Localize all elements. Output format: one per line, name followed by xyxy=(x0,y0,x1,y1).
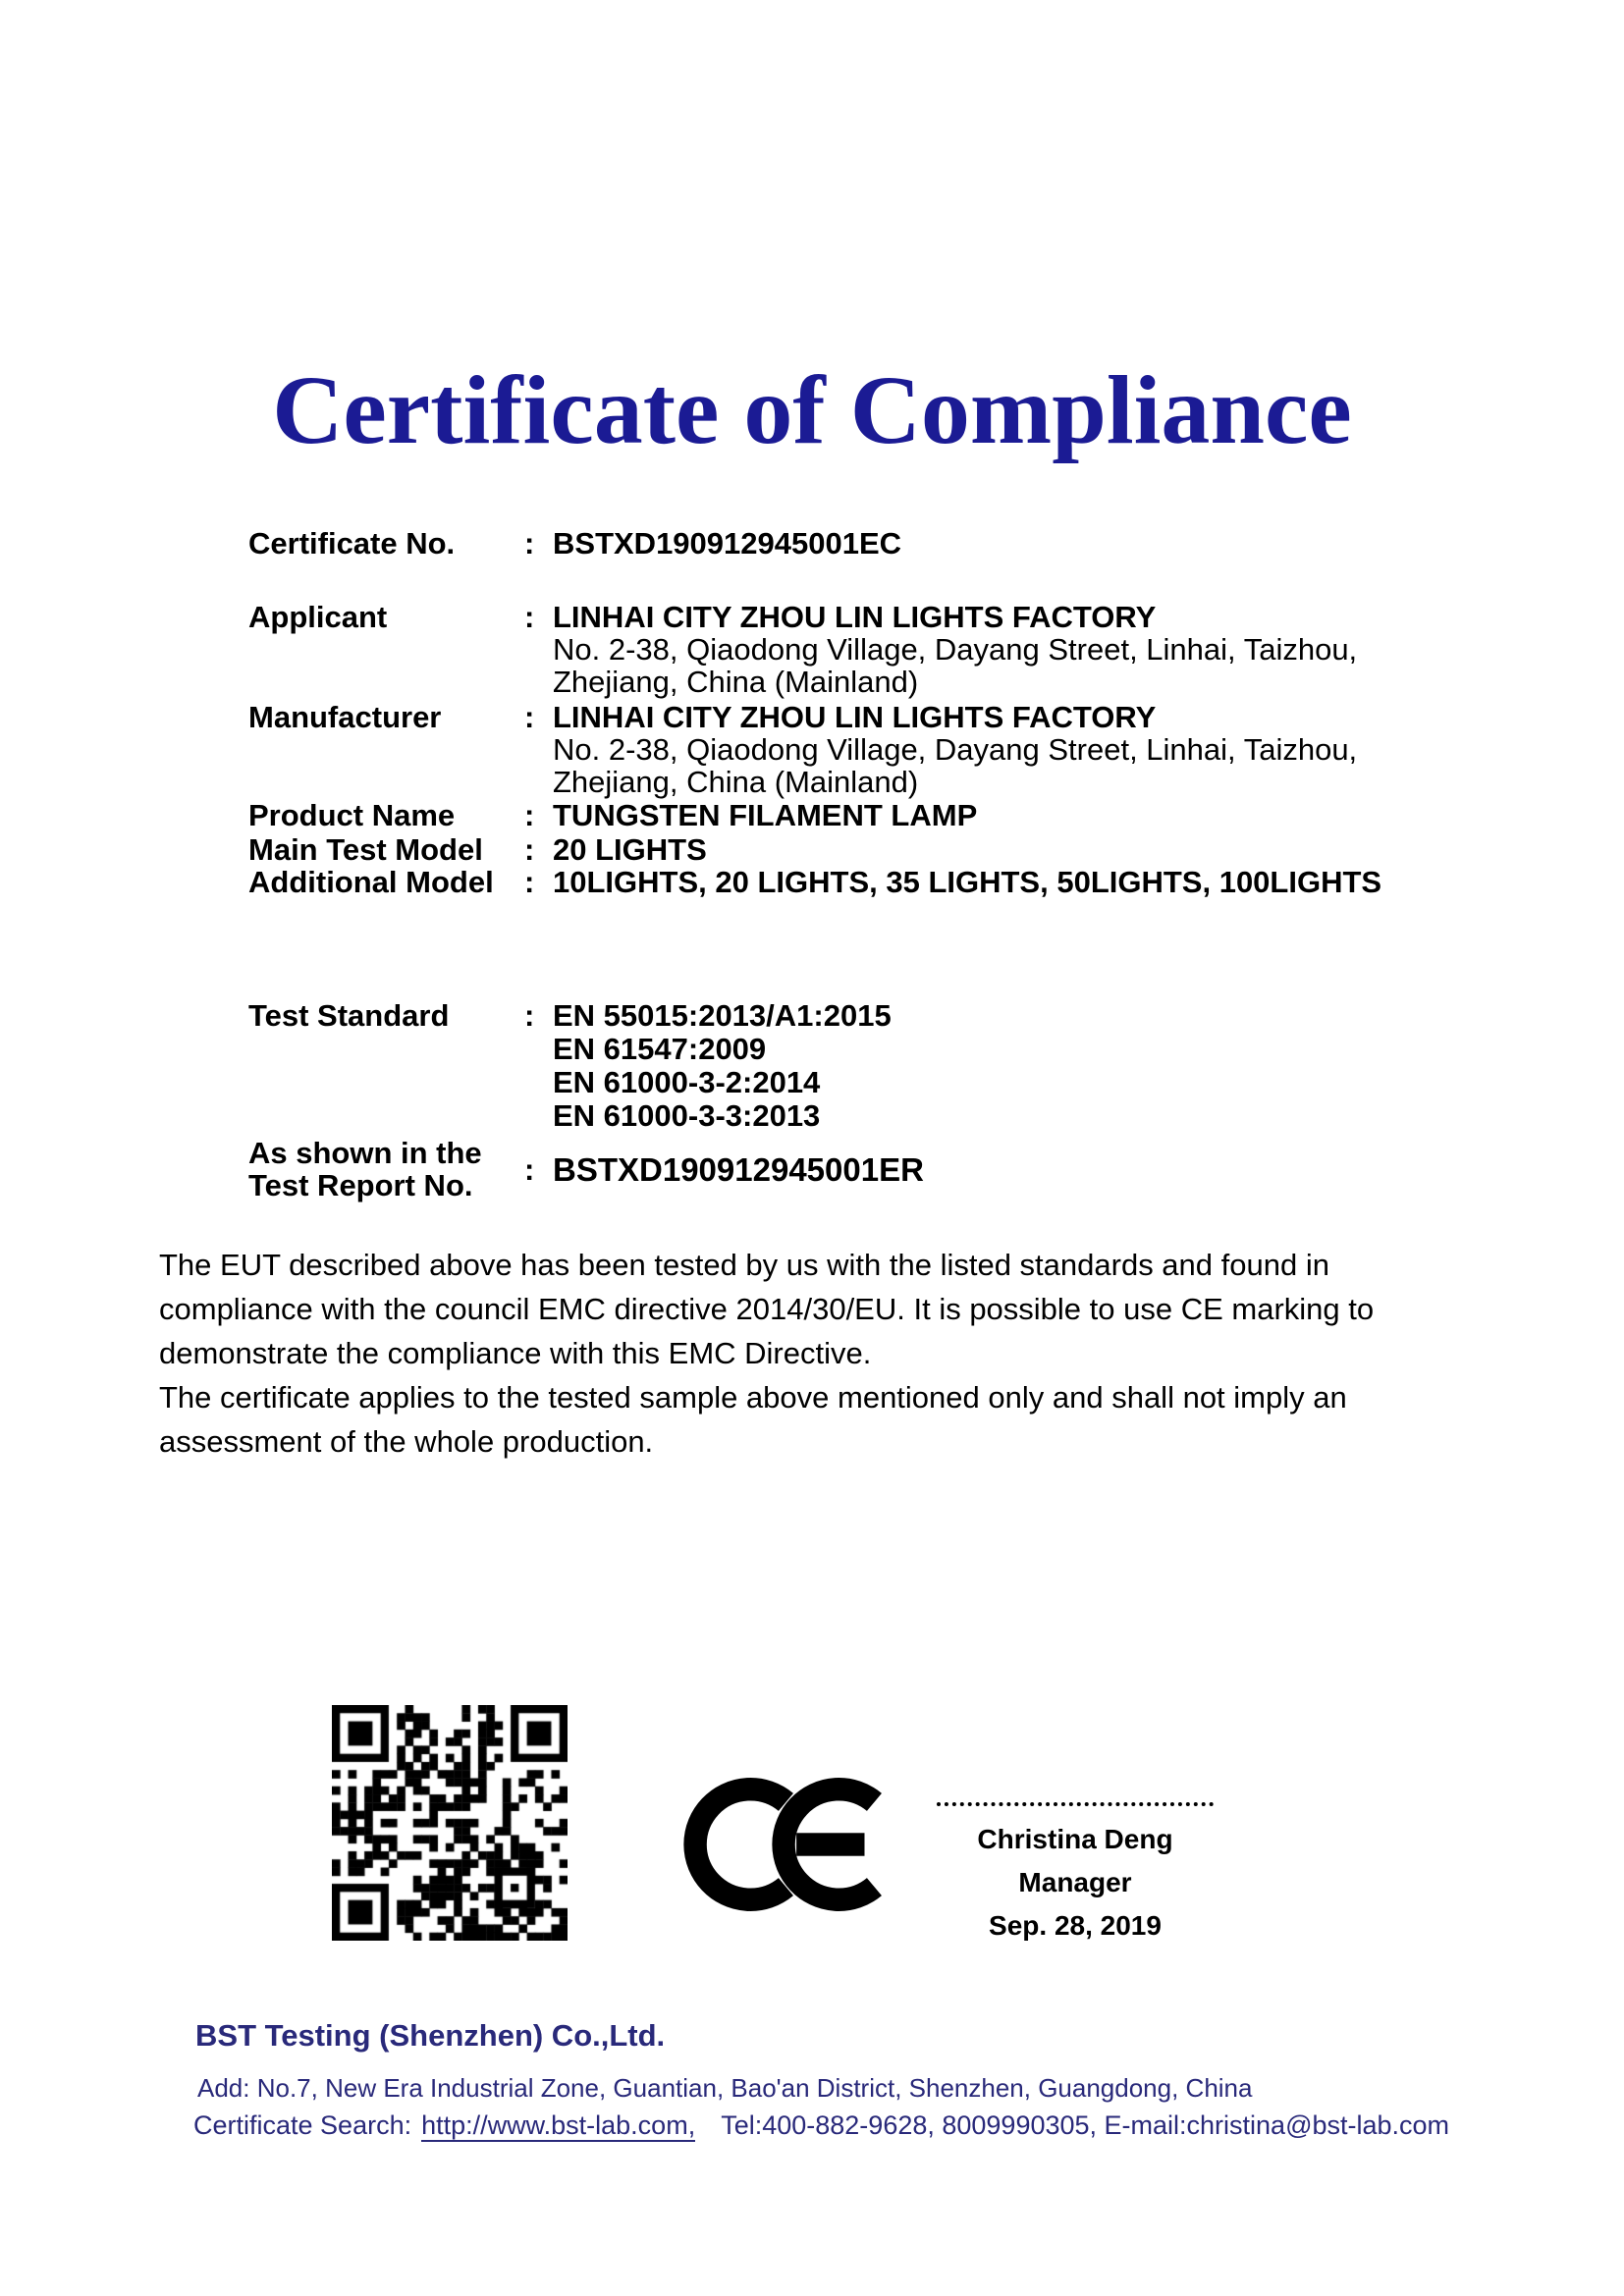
issuer-address: Add: No.7, New Era Industrial Zone, Guantian, Bao'an District, Shenzhen, Guangdong, China xyxy=(197,2073,1253,2103)
certificate-search-label: Certificate Search: xyxy=(193,2110,412,2140)
applicant-row xyxy=(248,601,1357,698)
colon: : xyxy=(524,526,535,561)
test-standard-label: Test Standard xyxy=(248,998,450,1033)
standard-line: EN 61000-3-2:2014 xyxy=(553,1065,821,1099)
ce-mark-icon xyxy=(680,1763,901,1926)
statement-line-compliance: The EUT described above has been tested by us with the listed standards and found in compliance with the council EMC directive 2014/30/EU. It is possible to use CE marking to demonstrate the compliance with this EMC Directive. xyxy=(159,1248,1375,1370)
statement-paragraph xyxy=(159,1243,1435,1464)
additional-model-label: Additional Model xyxy=(248,865,494,899)
test-report-value: BSTXD190912945001ER xyxy=(553,1150,924,1188)
certificate-no-value: BSTXD190912945001EC xyxy=(553,526,902,561)
signature-block xyxy=(908,1802,1242,1948)
test-report-row xyxy=(248,1135,924,1203)
applicant-address-line2: Zhejiang, China (Mainland) xyxy=(553,665,919,699)
additional-model-value: 10LIGHTS, 20 LIGHTS, 35 LIGHTS, 50LIGHTS, 100LIGHTS xyxy=(553,865,1382,899)
certificate-search-link[interactable]: http://www.bst-lab.com, xyxy=(421,2110,696,2140)
signature-date: Sep. 28, 2019 xyxy=(989,1910,1162,1941)
manufacturer-name: LINHAI CITY ZHOU LIN LIGHTS FACTORY xyxy=(553,700,1157,734)
colon: : xyxy=(524,998,535,1033)
issuer-contact: Tel:400-882-9628, 8009990305, E-mail:christina@bst-lab.com xyxy=(721,2110,1450,2140)
additional-model-row xyxy=(248,866,1381,898)
applicant-address-line1: No. 2-38, Qiaodong Village, Dayang Street, Linhai, Taizhou, xyxy=(553,632,1358,667)
standard-line: EN 61547:2009 xyxy=(553,1032,767,1066)
product-name-label: Product Name xyxy=(248,798,456,832)
page-title: Certificate of Compliance xyxy=(272,355,1352,464)
colon: : xyxy=(524,798,535,832)
qr-code xyxy=(332,1705,568,1941)
signatory-name: Christina Deng xyxy=(977,1824,1173,1854)
certificate-no-label: Certificate No. xyxy=(248,526,456,561)
standard-line: EN 61000-3-3:2013 xyxy=(553,1098,821,1133)
statement-line-scope: The certificate applies to the tested sample above mentioned only and shall not imply an assessment of the whole production. xyxy=(159,1380,1347,1459)
signature-dotted-line xyxy=(937,1802,1214,1806)
issuer-company-name: BST Testing (Shenzhen) Co.,Ltd. xyxy=(195,2018,666,2053)
colon: : xyxy=(524,832,535,867)
manufacturer-address-line2: Zhejiang, China (Mainland) xyxy=(553,765,919,799)
colon: : xyxy=(524,865,535,899)
colon: : xyxy=(524,700,535,734)
manufacturer-label: Manufacturer xyxy=(248,700,442,734)
applicant-label: Applicant xyxy=(248,600,388,634)
signatory-title: Manager xyxy=(1018,1867,1132,1897)
manufacturer-row xyxy=(248,701,1357,798)
product-name-row xyxy=(248,799,977,831)
colon: : xyxy=(524,1151,535,1187)
manufacturer-address-line1: No. 2-38, Qiaodong Village, Dayang Street, Linhai, Taizhou, xyxy=(553,732,1358,767)
certificate-search-line xyxy=(193,2110,1449,2141)
main-test-model-label: Main Test Model xyxy=(248,832,483,867)
main-test-model-row xyxy=(248,833,707,866)
product-name-value: TUNGSTEN FILAMENT LAMP xyxy=(553,798,978,832)
standard-line: EN 55015:2013/A1:2015 xyxy=(553,998,892,1033)
applicant-name: LINHAI CITY ZHOU LIN LIGHTS FACTORY xyxy=(553,600,1157,634)
test-standard-row xyxy=(248,999,892,1133)
certificate-no-row xyxy=(248,527,901,560)
colon: : xyxy=(524,600,535,634)
main-test-model-value: 20 LIGHTS xyxy=(553,832,707,867)
test-report-label: As shown in the Test Report No. xyxy=(248,1136,482,1202)
